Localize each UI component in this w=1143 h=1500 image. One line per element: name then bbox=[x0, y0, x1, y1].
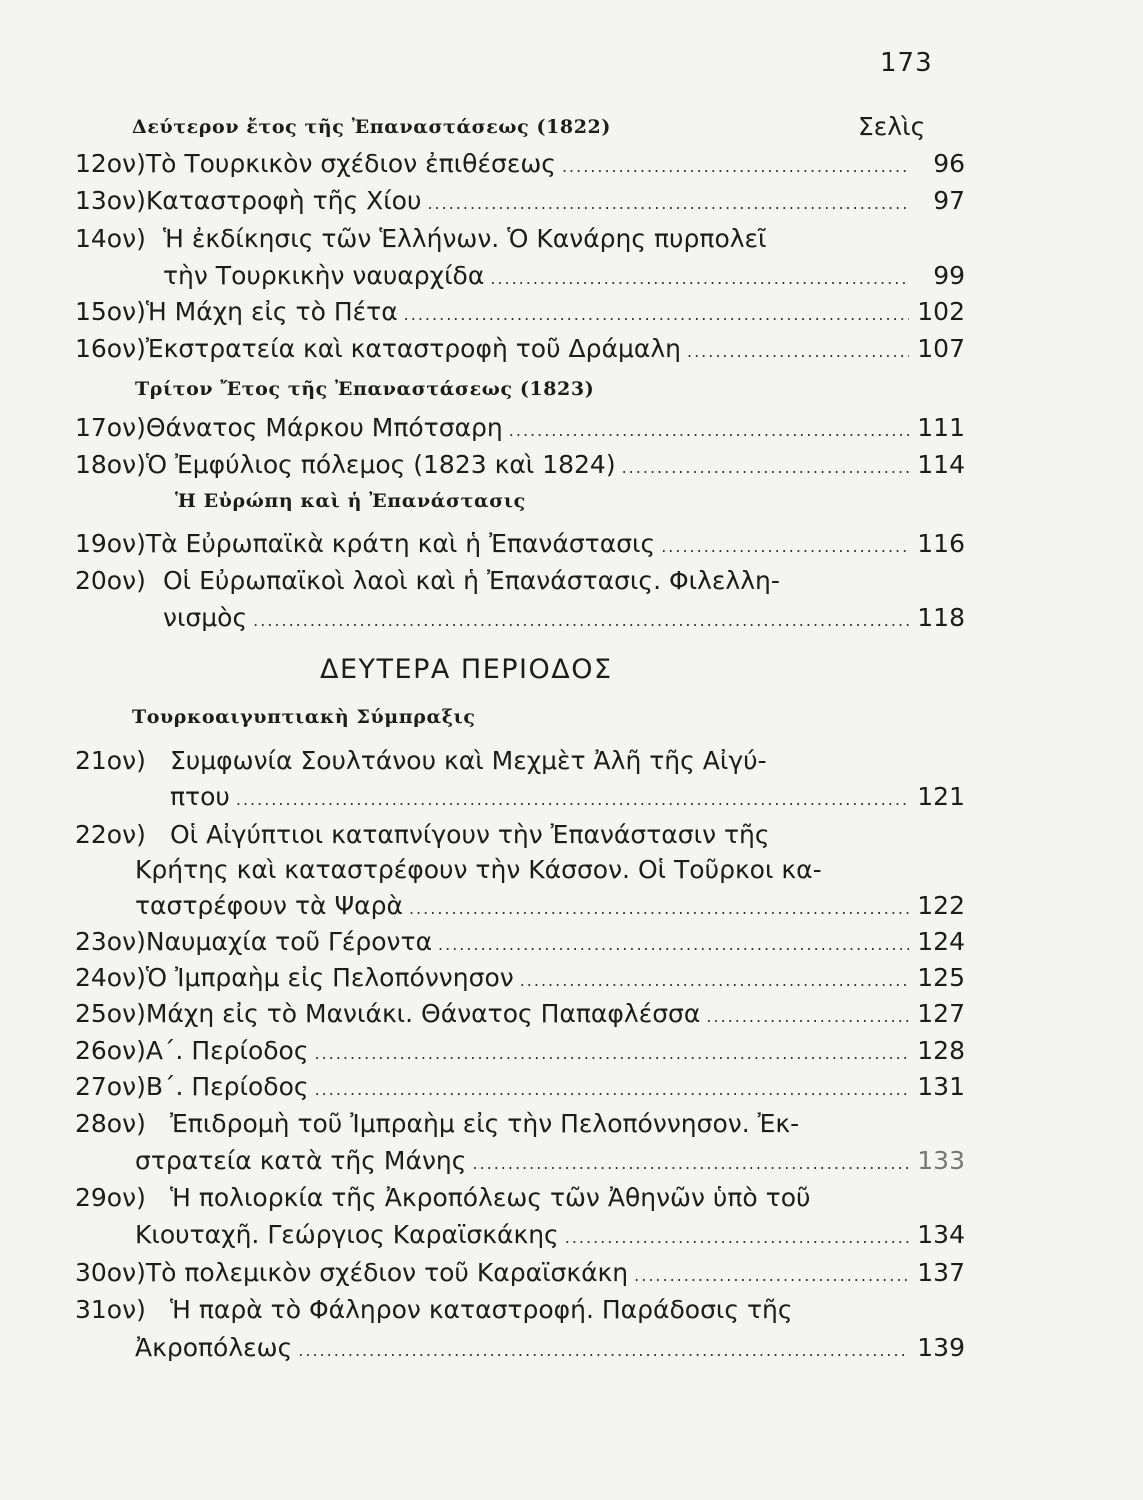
entry-number: 30ον) bbox=[75, 1258, 146, 1287]
entry-title: Ὁ Ἐμφύλιος πόλεμος (1823 καὶ 1824) bbox=[145, 450, 616, 479]
toc-entry-continuation bbox=[163, 601, 965, 635]
toc-entry-continuation bbox=[135, 1331, 965, 1365]
entry-title: Ὁ Ἰμπραὴμ εἰς Πελοπόννησον bbox=[145, 963, 514, 992]
entry-title: Τὸ Τουρκικὸν σχέδιον ἐπιθέσεως bbox=[145, 149, 556, 178]
toc-entry bbox=[75, 1293, 965, 1327]
entry-title: Ἐκστρατεία καὶ καταστροφὴ τοῦ Δράμαλη bbox=[145, 334, 681, 363]
leader-dots bbox=[634, 1259, 909, 1293]
entry-title: Καταστροφὴ τῆς Χίου bbox=[145, 186, 422, 215]
entry-title: Ἐπιδρομὴ τοῦ Ἰμπραὴμ εἰς τὴν Πελοπόννησον. Ἐκ- bbox=[170, 1109, 800, 1138]
entry-page: 131 bbox=[917, 1072, 965, 1101]
entry-number: 26ον) bbox=[75, 1036, 146, 1065]
entry-number: 15ον) bbox=[75, 297, 146, 326]
entry-number: 25ον) bbox=[75, 999, 146, 1028]
toc-entry bbox=[75, 961, 965, 995]
entry-title: Θάνατος Μάρκου Μπότσαρη bbox=[145, 413, 503, 442]
toc-entry bbox=[75, 1107, 965, 1141]
entry-number: 16ον) bbox=[75, 334, 146, 363]
leader-dots bbox=[661, 530, 909, 564]
toc-entry bbox=[75, 1181, 965, 1215]
entry-title: Μάχη εἰς τὸ Μανιάκι. Θάνατος Παπαφλέσσα bbox=[145, 999, 701, 1028]
entry-page: 111 bbox=[917, 413, 965, 442]
leader-dots bbox=[404, 298, 909, 332]
entry-page: 99 bbox=[933, 261, 965, 290]
toc-entry bbox=[75, 147, 965, 181]
toc-entry bbox=[75, 1070, 965, 1104]
entry-page: 121 bbox=[917, 782, 965, 811]
entry-title: Οἱ Εὐρωπαϊκοὶ λαοὶ καὶ ἡ Ἐπανάστασις. Φιλελλη- bbox=[163, 566, 780, 595]
section-header-1823: Τρίτον Ἔτος τῆς Ἐπαναστάσεως (1823) bbox=[135, 378, 595, 400]
toc-entry bbox=[75, 818, 965, 852]
toc-entry bbox=[75, 295, 965, 329]
entry-title-cont: Ἀκροπόλεως bbox=[135, 1333, 293, 1362]
leader-dots bbox=[509, 414, 909, 448]
entry-page: 134 bbox=[917, 1220, 965, 1249]
leader-dots bbox=[253, 604, 909, 638]
column-label-page: Σελὶς bbox=[858, 112, 926, 141]
leader-dots bbox=[706, 1000, 909, 1034]
entry-page: 122 bbox=[917, 891, 965, 920]
entry-page: 107 bbox=[917, 334, 965, 363]
entry-page: 114 bbox=[917, 450, 965, 479]
entry-title: Συμφωνία Σουλτάνου καὶ Μεχμὲτ Ἀλῆ τῆς Αἰγύ- bbox=[170, 746, 767, 775]
entry-title: Β΄. Περίοδος bbox=[145, 1072, 309, 1101]
entry-title: Ναυμαχία τοῦ Γέροντα bbox=[145, 927, 433, 956]
toc-entry bbox=[75, 997, 965, 1031]
section-header-europe: Ἡ Εὐρώπη καὶ ἡ Ἐπανάστασις bbox=[175, 490, 526, 512]
leader-dots bbox=[520, 964, 909, 998]
entry-number: 23ον) bbox=[75, 927, 146, 956]
leader-dots bbox=[409, 892, 909, 926]
entry-page: 125 bbox=[917, 963, 965, 992]
toc-entry bbox=[75, 1256, 965, 1290]
entry-number: 18ον) bbox=[75, 450, 146, 479]
toc-entry bbox=[75, 332, 965, 366]
entry-page: 137 bbox=[917, 1258, 965, 1287]
entry-title: Ἡ Μάχη εἰς τὸ Πέτα bbox=[145, 297, 398, 326]
entry-page: 133 bbox=[917, 1146, 965, 1175]
entry-number: 12ον) bbox=[75, 149, 146, 178]
entry-title-cont: ταστρέφουν τὰ Ψαρὰ bbox=[135, 891, 403, 920]
leader-dots bbox=[687, 335, 909, 369]
toc-entry bbox=[75, 744, 965, 778]
entry-number: 22ον) bbox=[75, 820, 146, 849]
leader-dots bbox=[472, 1147, 909, 1181]
toc-entry bbox=[75, 527, 965, 561]
entry-number: 27ον) bbox=[75, 1072, 146, 1101]
entry-page: 102 bbox=[917, 297, 965, 326]
toc-entry-continuation bbox=[170, 780, 965, 814]
entry-page: 118 bbox=[917, 603, 965, 632]
toc-entry bbox=[75, 925, 965, 959]
toc-entry-continuation bbox=[163, 259, 965, 293]
entry-title: Ἡ πολιορκία τῆς Ἀκροπόλεως τῶν Ἀθηνῶν ὑπὸ τοῦ bbox=[170, 1183, 811, 1212]
entry-number: 13ον) bbox=[75, 186, 146, 215]
section-header-1822: Δεύτερον ἔτος τῆς Ἐπαναστάσεως (1822) bbox=[132, 116, 611, 138]
entry-page: 127 bbox=[917, 999, 965, 1028]
entry-number: 20ον) bbox=[75, 566, 146, 595]
entry-title-cont: νισμὸς bbox=[163, 603, 248, 632]
entry-page: 139 bbox=[917, 1333, 965, 1362]
toc-entry bbox=[75, 448, 965, 482]
leader-dots bbox=[427, 187, 909, 221]
entry-number: 24ον) bbox=[75, 963, 146, 992]
entry-number: 31ον) bbox=[75, 1295, 146, 1324]
entry-title: Τὰ Εὐρωπαϊκὰ κράτη καὶ ἡ Ἐπανάστασις bbox=[145, 529, 656, 558]
leader-dots bbox=[562, 150, 909, 184]
toc-entry bbox=[75, 411, 965, 445]
entry-title-cont: τὴν Τουρκικὴν ναυαρχίδα bbox=[163, 261, 485, 290]
leader-dots bbox=[490, 262, 909, 296]
period-title: ΔΕΥΤΕΡΑ ΠΕΡΙΟΔΟΣ bbox=[320, 654, 613, 685]
entry-number: 19ον) bbox=[75, 529, 146, 558]
entry-title-cont: Κιουταχῆ. Γεώργιος Καραϊσκάκης bbox=[135, 1220, 559, 1249]
section-header-turkoegyptian: Τουρκοαιγυπτιακὴ Σύμπραξις bbox=[132, 706, 476, 728]
leader-dots bbox=[315, 1037, 909, 1071]
leader-dots bbox=[236, 783, 909, 817]
leader-dots bbox=[298, 1334, 909, 1368]
entry-page: 124 bbox=[917, 927, 965, 956]
entry-title: Ἡ παρὰ τὸ Φάληρον καταστροφή. Παράδοσις τῆς bbox=[170, 1295, 793, 1324]
entry-title-cont: Κρήτης καὶ καταστρέφουν τὴν Κάσσον. Οἱ Τοῦρκοι κα- bbox=[135, 855, 822, 884]
leader-dots bbox=[622, 451, 909, 485]
page-number: 173 bbox=[880, 48, 933, 78]
entry-page: 96 bbox=[933, 149, 965, 178]
entry-title-cont: πτου bbox=[170, 782, 230, 811]
entry-number: 17ον) bbox=[75, 413, 146, 442]
toc-entry bbox=[75, 222, 965, 256]
entry-number: 14ον) bbox=[75, 224, 146, 253]
toc-entry bbox=[75, 564, 965, 598]
entry-page: 128 bbox=[917, 1036, 965, 1065]
entry-title: Οἱ Αἰγύπτιοι καταπνίγουν τὴν Ἐπανάστασιν τῆς bbox=[170, 820, 770, 849]
entry-number: 29ον) bbox=[75, 1183, 146, 1212]
entry-title: Τὸ πολεμικὸν σχέδιον τοῦ Καραϊσκάκη bbox=[145, 1258, 629, 1287]
leader-dots bbox=[315, 1073, 909, 1107]
entry-title-cont: στρατεία κατὰ τῆς Μάνης bbox=[135, 1146, 467, 1175]
toc-entry bbox=[75, 184, 965, 218]
toc-entry-continuation bbox=[135, 853, 965, 887]
entry-page: 97 bbox=[933, 186, 965, 215]
toc-entry-continuation bbox=[135, 1144, 965, 1178]
entry-title: Α΄. Περίοδος bbox=[145, 1036, 309, 1065]
toc-entry-continuation bbox=[135, 889, 965, 923]
toc-entry bbox=[75, 1034, 965, 1068]
entry-number: 21ον) bbox=[75, 746, 146, 775]
entry-page: 116 bbox=[917, 529, 965, 558]
entry-title: Ἡ ἐκδίκησις τῶν Ἑλλήνων. Ὁ Κανάρης πυρπολεῖ bbox=[163, 224, 767, 253]
leader-dots bbox=[565, 1221, 909, 1255]
toc-entry-continuation bbox=[135, 1218, 965, 1252]
leader-dots bbox=[438, 928, 909, 962]
entry-number: 28ον) bbox=[75, 1109, 146, 1138]
